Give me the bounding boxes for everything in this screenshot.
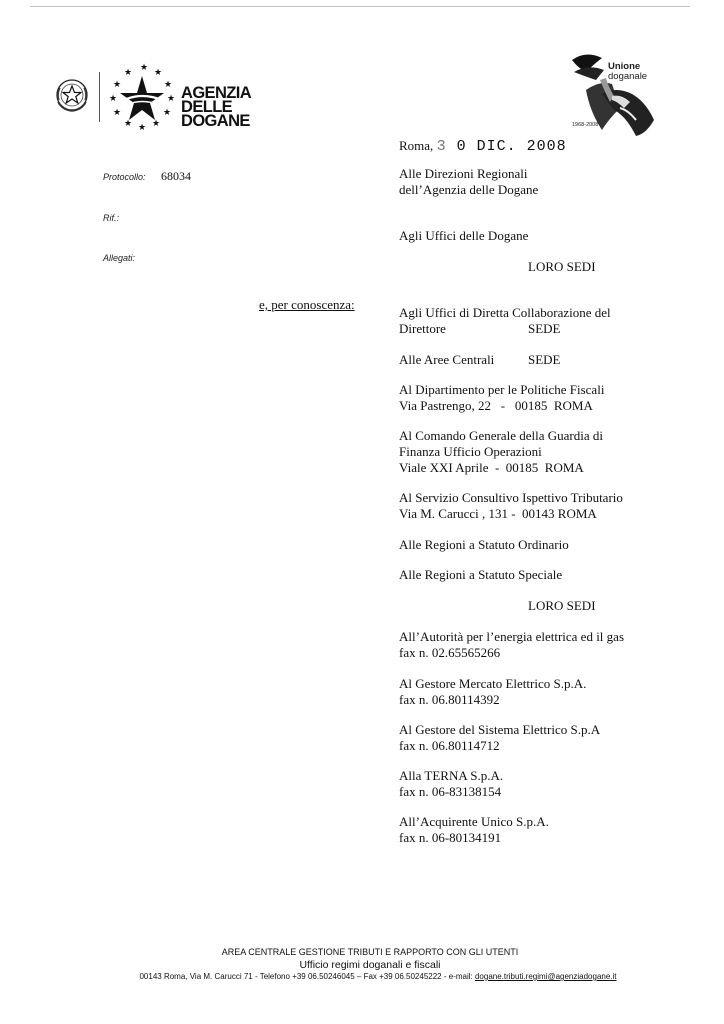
- unione-line: doganale: [608, 71, 648, 82]
- recipient-line: Al Dipartimento per le Politiche Fiscali: [399, 382, 605, 397]
- logo-divider: [99, 72, 100, 122]
- recipient-line: fax n. 06-80134191: [399, 830, 502, 845]
- footer-contacts: [16, 972, 724, 981]
- recipient-line: Alle Direzioni Regionali: [399, 166, 528, 181]
- svg-text:★: ★: [124, 119, 133, 129]
- footer-address: 00143 Roma, Via M. Carucci 71 - Telefono +39 06.50246045 – Fax +39 06.50245222 - e-mail:: [139, 972, 475, 981]
- recipient-line: Via Pastrengo, 22 - 00185 ROMA: [399, 398, 593, 413]
- allegati-label: Allegati:: [103, 253, 136, 263]
- date-stamp-rest: 0 DIC. 2008: [456, 138, 567, 155]
- svg-text:★: ★: [140, 63, 149, 73]
- footer-department: AREA CENTRALE GESTIONE TRIBUTI E RAPPORTO CON GLI UTENTI: [221, 947, 519, 957]
- date-line: [399, 138, 567, 155]
- svg-text:★: ★: [164, 80, 173, 90]
- sede: SEDE: [528, 352, 561, 367]
- recipient-line: fax n. 06.80114712: [399, 738, 500, 753]
- recipient-line: fax n. 06-83138154: [399, 784, 502, 799]
- recipient-line: Al Gestore del Sistema Elettrico S.p.A: [399, 722, 601, 737]
- svg-text:★: ★: [152, 119, 161, 129]
- svg-text:★: ★: [124, 68, 133, 78]
- protocollo-label: Protocollo:: [103, 172, 146, 182]
- date-stamp-day: 3: [436, 138, 447, 155]
- svg-text:★: ★: [154, 68, 163, 78]
- top-rule: [30, 6, 690, 7]
- recipient-line: Al Comando Generale della Guardia di: [399, 428, 603, 443]
- republic-emblem-icon: [52, 74, 92, 114]
- per-conoscenza-label: e, per conoscenza:: [259, 297, 355, 312]
- recipient-line: Alla TERNA S.p.A.: [399, 768, 504, 783]
- agency-name-line: DOGANE: [181, 112, 250, 130]
- agency-name: [181, 86, 251, 128]
- agency-stars-logo-icon: [104, 60, 180, 136]
- unione-years: 1968-2008: [572, 122, 599, 128]
- recipient-line: Al Gestore Mercato Elettrico S.p.A.: [399, 676, 587, 691]
- loro-sedi: LORO SEDI: [528, 259, 596, 274]
- recipient-line: Alle Regioni a Statuto Speciale: [399, 567, 563, 582]
- recipient-line: Al Servizio Consultivo Ispettivo Tributario: [399, 490, 623, 505]
- recipient-line: All’Acquirente Unico S.p.A.: [399, 814, 549, 829]
- svg-text:★: ★: [109, 94, 118, 104]
- recipient-line: Alle Aree Centrali: [399, 352, 495, 367]
- recipient-line: Finanza Ufficio Operazioni: [399, 444, 542, 459]
- footer-office: Ufficio regimi doganali e fiscali: [299, 959, 441, 971]
- recipient-line: Direttore: [399, 321, 446, 336]
- recipient-line: Agli Uffici di Diretta Collaborazione del: [399, 305, 611, 320]
- recipient-line: Viale XXI Aprile - 00185 ROMA: [399, 460, 584, 475]
- recipient-line: All’Autorità per l’energia elettrica ed il gas: [399, 629, 624, 644]
- recipient-line: fax n. 02.65565266: [399, 645, 501, 660]
- sede: SEDE: [528, 321, 561, 336]
- svg-text:★: ★: [163, 108, 172, 118]
- recipient-line: fax n. 06.80114392: [399, 692, 500, 707]
- date-stamp: [437, 138, 567, 155]
- agency-name-line: AGENZIA: [181, 84, 252, 102]
- recipient-line: dell’Agenzia delle Dogane: [399, 182, 539, 197]
- loro-sedi: LORO SEDI: [528, 598, 596, 613]
- protocollo-value: 68034: [161, 169, 191, 183]
- svg-text:★: ★: [138, 123, 147, 133]
- rif-label: Rif.:: [103, 213, 120, 223]
- svg-text:★: ★: [113, 80, 122, 90]
- recipient-line: Via M. Carucci , 131 - 00143 ROMA: [399, 506, 597, 521]
- recipient-line: Alle Regioni a Statuto Ordinario: [399, 537, 569, 552]
- svg-text:★: ★: [113, 108, 122, 118]
- date-place: Roma,: [399, 138, 434, 153]
- recipient-line: Agli Uffici delle Dogane: [399, 228, 529, 243]
- footer-email-link[interactable]: dogane.tributi.regimi@agenziadogane.it: [474, 972, 617, 981]
- svg-text:★: ★: [167, 94, 176, 104]
- unione-doganale-text: [608, 62, 647, 82]
- unione-line: Unione: [608, 61, 641, 72]
- agency-name-line: DELLE: [181, 98, 233, 116]
